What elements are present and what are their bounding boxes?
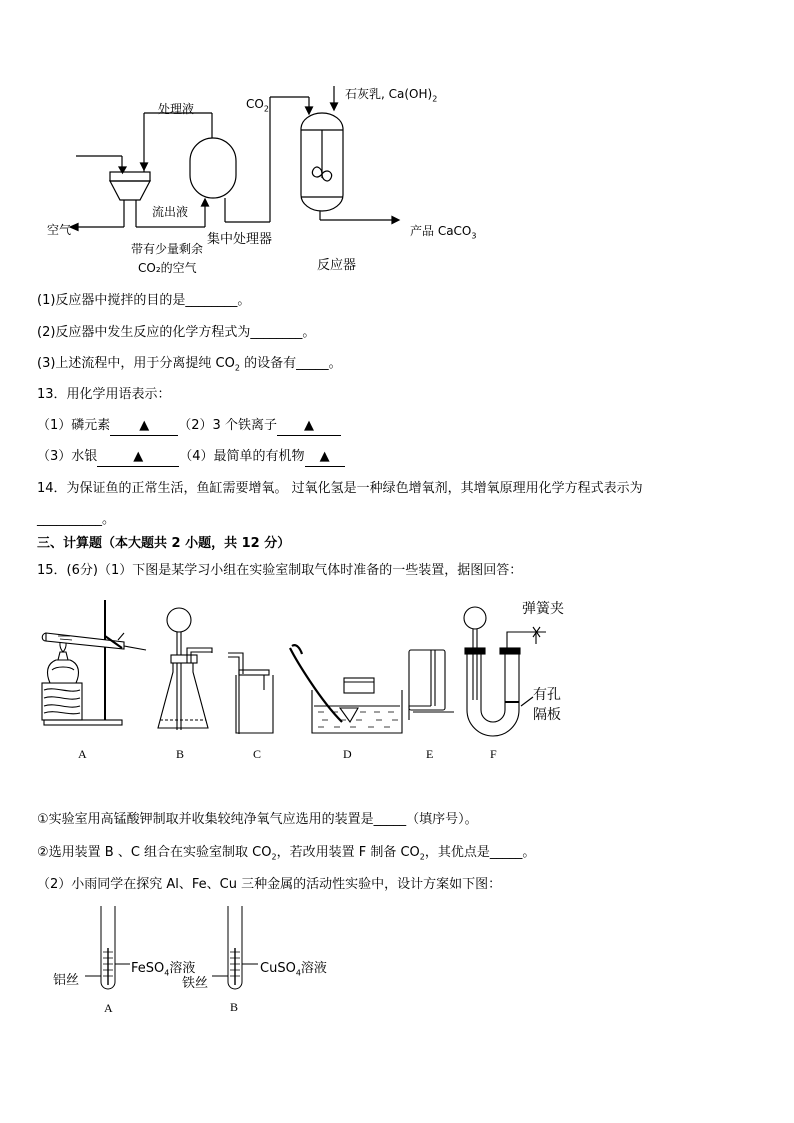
question-1: (1)反应器中搅拌的目的是________。 bbox=[37, 293, 251, 308]
residual-air-label-line1: 带有少量剩余 bbox=[131, 242, 204, 256]
question-15: 15．(6分)（1）下图是某学习小组在实验室制取气体时准备的一些装置，据图回答： bbox=[37, 563, 523, 578]
tube-b-label: B bbox=[230, 1000, 239, 1014]
apparatus-label-a: A bbox=[78, 747, 87, 761]
product-label: 产品 CaCO$_3$ bbox=[410, 224, 477, 241]
question-3: (3)上述流程中，用于分离提纯 $CO_2$ 的设备有_____。 bbox=[37, 356, 342, 373]
answer-blank-organic: ▲ bbox=[305, 448, 345, 467]
question-13: 13．用化学用语表示： bbox=[37, 387, 171, 402]
question-15-2: ②选用装置 B 、C 组合在实验室制取 $CO_2$，若改用装置 F 制备 $CO_2$，其优点是_____。 bbox=[37, 845, 536, 862]
apparatus-label-e: E bbox=[426, 747, 434, 761]
tube-a-metal-label: 铝丝 bbox=[53, 973, 80, 988]
porous-plate-label-line2: 隔板 bbox=[533, 707, 561, 723]
section-3-heading: 三、计算题（本大题共 2 小题，共 12 分） bbox=[37, 536, 291, 551]
tube-a-solution-label: FeSO$_4$溶液 bbox=[131, 961, 196, 978]
answer-blank-mercury: ▲ bbox=[97, 448, 179, 467]
tube-b-metal-label: 铁丝 bbox=[182, 976, 209, 991]
question-13-row2: （3）水银 ▲ （4）最简单的有机物 ▲ bbox=[37, 448, 345, 467]
central-processor-label: 集中处理器 bbox=[207, 232, 273, 247]
porous-plate-label-line1: 有孔 bbox=[533, 687, 561, 703]
apparatus-label-b: B bbox=[176, 747, 185, 761]
question-15-part2: （2）小雨同学在探究 Al、Fe、Cu 三种金属的活动性实验中，设计方案如下图： bbox=[37, 877, 502, 892]
air-label: 空气 bbox=[47, 223, 72, 237]
spring-clip-label: 弹簧夹 bbox=[522, 601, 564, 617]
apparatus-label-f: F bbox=[490, 747, 497, 761]
question-13-row1: （1）磷元素 ▲ （2）3 个铁离子 ▲ bbox=[37, 417, 341, 436]
tube-b-solution-label: CuSO$_4$溶液 bbox=[260, 961, 327, 978]
answer-blank-phosphorus: ▲ bbox=[110, 417, 178, 436]
lime-milk-label: 石灰乳, $Ca(OH)_2$ bbox=[345, 87, 438, 104]
question-14-blank: __________。 bbox=[37, 512, 116, 527]
co2-label: $CO_2$ bbox=[246, 97, 269, 114]
outflow-label: 流出液 bbox=[152, 205, 189, 219]
question-14: 14．为保证鱼的正常生活，鱼缸需要增氧。 过氧化氢是一种绿色增氧剂，其增氧原理用化学方程式表示为 bbox=[37, 481, 643, 496]
residual-air-label-line2: CO₂的空气 bbox=[138, 261, 197, 275]
treatment-liquid-label: 处理液 bbox=[158, 102, 195, 116]
apparatus-label-c: C bbox=[253, 747, 262, 761]
question-15-1: ①实验室用高锰酸钾制取并收集较纯净氧气应选用的装置是_____（填序号）。 bbox=[37, 812, 478, 827]
question-2: (2)反应器中发生反应的化学方程式为________。 bbox=[37, 325, 316, 340]
reactor-label: 反应器 bbox=[317, 258, 357, 273]
tube-a-label: A bbox=[104, 1001, 113, 1015]
answer-blank-iron-ions: ▲ bbox=[277, 417, 341, 436]
apparatus-label-d: D bbox=[343, 747, 352, 761]
